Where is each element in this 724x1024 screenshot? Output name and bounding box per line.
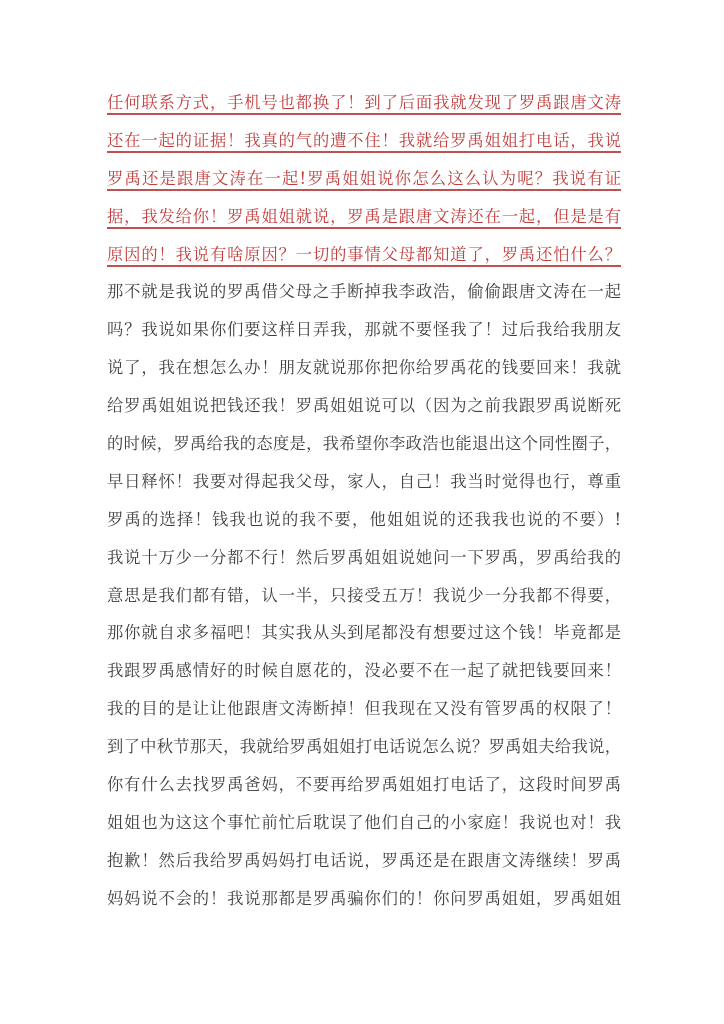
- body-text-line: 你有什么去找罗禹爸妈，不要再给罗禹姐姐打电话了，这段时间罗禹: [107, 775, 621, 795]
- body-text-line: 我说十万少一分都不行！然后罗禹姐姐说她问一下罗禹，罗禹给我的: [107, 547, 621, 567]
- body-text-line: 妈妈说不会的！我说那都是罗禹骗你们的！你问罗禹姐姐，罗禹姐姐: [107, 888, 621, 908]
- body-text-line: 给罗禹姐姐说把钱还我！罗禹姐姐说可以（因为之前我跟罗禹说断死: [107, 396, 621, 416]
- body-text-line: 我的目的是让让他跟唐文涛断掉！但我现在又没有管罗禹的权限了！: [107, 699, 621, 719]
- red-underlined-text-line: 罗禹还是跟唐文涛在一起!罗禹姐姐说你怎么这么认为呢？我说有证: [107, 168, 621, 188]
- text-block: [107, 84, 621, 918]
- red-underlined-text-line: 还在一起的证据！我真的气的遭不住！我就给罗禹姐姐打电话，我说: [107, 130, 621, 150]
- red-underlined-text-line: 原因的！我说有啥原因？一切的事情父母都知道了，罗禹还怕什么？: [107, 244, 621, 264]
- body-text-line: 那你就自求多福吧！其实我从头到尾都没有想要过这个钱！毕竟都是: [107, 623, 621, 643]
- body-text-line: 吗？我说如果你们要这样日弄我，那就不要怪我了！过后我给我朋友: [107, 320, 621, 340]
- red-underlined-text-line: 据，我发给你！罗禹姐姐就说，罗禹是跟唐文涛还在一起，但是是有: [107, 206, 621, 226]
- body-text-line: 抱歉！然后我给罗禹妈妈打电话说，罗禹还是在跟唐文涛继续！罗禹: [107, 850, 621, 870]
- body-text-line: 那不就是我说的罗禹借父母之手断掉我李政浩，偷偷跟唐文涛在一起: [107, 282, 621, 302]
- body-text-line: 早日释怀！我要对得起我父母，家人，自己！我当时觉得也行，尊重: [107, 471, 621, 491]
- body-text-line: 到了中秋节那天，我就给罗禹姐姐打电话说怎么说？罗禹姐夫给我说，: [107, 737, 621, 757]
- red-underlined-text-line: 任何联系方式，手机号也都换了！到了后面我就发现了罗禹跟唐文涛: [107, 93, 621, 112]
- body-text-line: 我跟罗禹感情好的时候自愿花的，没必要不在一起了就把钱要回来！: [107, 661, 621, 681]
- body-text-line: 罗禹的选择！钱我也说的我不要，他姐姐说的还我我也说的不要）!: [107, 509, 621, 529]
- body-text-line: 姐姐也为这这个事忙前忙后耽误了他们自己的小家庭！我说也对！我: [107, 812, 621, 832]
- body-text-line: 说了，我在想怎么办！朋友就说那你把你给罗禹花的钱要回来！我就: [107, 358, 621, 378]
- body-text-line: 的时候，罗禹给我的态度是，我希望你李政浩也能退出这个同性圈子，: [107, 434, 621, 454]
- body-text-line: 意思是我们都有错，认一半，只接受五万！我说少一分我都不得要，: [107, 585, 621, 605]
